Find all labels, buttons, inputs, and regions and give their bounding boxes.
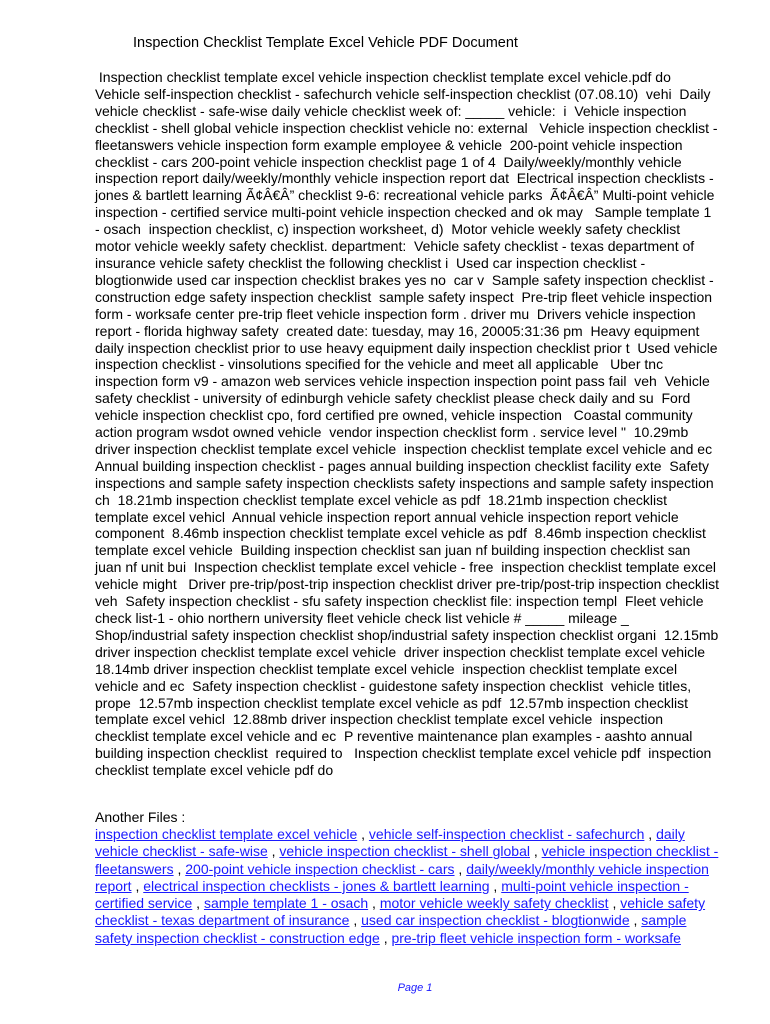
body-line: construction edge safety inspection checklist sample safety inspect Pre-trip fleet vehicle inspection (95, 288, 713, 305)
link-separator: , (529, 843, 542, 860)
link-separator: , (379, 929, 392, 946)
body-line: fleetanswers vehicle inspection form example employee & vehicle 200-point vehicle inspection (95, 136, 683, 153)
related-file-link[interactable]: multi-point vehicle inspection - (501, 877, 689, 894)
body-line: building inspection checklist required to Inspection checklist template excel vehicle pdf inspection (95, 745, 712, 762)
body-line: blogtionwide used car inspection checklist brakes yes no car v Sample safety inspection checklist - (95, 271, 714, 288)
link-separator: , (368, 895, 380, 912)
related-file-link[interactable]: daily (656, 826, 685, 842)
body-line: inspection - certified service multi-point vehicle inspection checked and ok may Sample template 1 (95, 204, 712, 221)
body-line: safety checklist - university of edinburgh vehicle safety checklist please check daily and su Ford (95, 390, 691, 407)
body-line: vehicle checklist - safe-wise daily vehicle checklist week of: _____ vehicle: i Vehicle inspection (95, 102, 687, 119)
body-line: template excel vehicl Annual vehicle inspection report annual vehicle inspection report vehicle (95, 508, 679, 525)
another-files-label: Another Files : (95, 809, 186, 825)
link-separator: , (489, 877, 502, 894)
related-file-link[interactable]: sample (641, 912, 687, 929)
body-line: vehicle inspection checklist cpo, ford certified pre owned, vehicle inspection Coastal community (95, 407, 693, 424)
link-separator: , (267, 843, 280, 860)
body-line: daily inspection checklist prior to use heavy equipment daily inspection checklist prior t Used vehicle (95, 339, 718, 356)
body-line: Annual building inspection checklist - pages annual building inspection checklist facility exte Safety (95, 457, 710, 474)
body-line: report - florida highway safety created date: tuesday, may 16, 20005:31:36 pm Heavy equipment (95, 322, 700, 339)
body-line: Shop/industrial safety inspection checklist shop/industrial safety inspection checklist organi 12.15mb (95, 626, 719, 643)
body-line: inspection checklist - vinsolutions specified for the vehicle and meet all applicable Uber tnc (95, 356, 664, 373)
related-file-link[interactable]: vehicle inspection checklist - (541, 843, 719, 860)
body-line: insurance vehicle safety checklist the following checklist i Used car inspection checklist - (95, 254, 646, 271)
body-line: template excel vehicl 12.88mb driver inspection checklist template excel vehicle inspection (95, 711, 664, 728)
link-separator: , (357, 826, 369, 842)
related-file-link[interactable]: motor vehicle weekly safety checklist (379, 895, 609, 912)
related-file-link[interactable]: 200-point vehicle inspection checklist - cars (185, 860, 455, 877)
related-file-link[interactable]: daily/weekly/monthly vehicle inspection (466, 860, 709, 877)
body-line: component 8.46mb inspection checklist template excel vehicle as pdf 8.46mb inspection checklist (95, 525, 706, 542)
link-separator: , (629, 912, 642, 929)
body-line: form - worksafe center pre-trip fleet vehicle inspection form . driver mu Drivers vehicle inspection (95, 305, 696, 322)
related-file-link[interactable]: pre-trip fleet vehicle inspection form - worksafe (391, 929, 681, 946)
page-number: Page 1 (397, 982, 433, 994)
body-line: vehicle and ec Safety inspection checklist - guidestone safety inspection checklist vehicle titles, (95, 677, 692, 694)
related-file-link[interactable]: vehicle inspection checklist - shell global (279, 843, 530, 860)
body-line: Vehicle self-inspection checklist - safechurch vehicle self-inspection checklist (07.08.10) vehi Daily (95, 85, 711, 102)
related-file-link[interactable]: vehicle safety (620, 895, 706, 912)
link-line (95, 843, 735, 860)
link-line (95, 826, 735, 843)
link-separator: , (173, 860, 186, 877)
link-separator: , (454, 860, 467, 877)
link-line (95, 895, 735, 912)
related-file-link[interactable]: fleetanswers (95, 860, 174, 877)
related-file-link[interactable]: certified service (95, 895, 193, 912)
body-line: driver inspection checklist template excel vehicle driver inspection checklist template excel vehicle (95, 643, 706, 660)
link-line (95, 912, 735, 929)
link-line (95, 861, 735, 878)
link-separator: , (644, 826, 657, 842)
related-file-link[interactable]: report (95, 877, 132, 894)
body-line: template excel vehicle Building inspection checklist san juan nf building inspection checklist san (95, 542, 691, 559)
related-file-link[interactable]: sample template 1 - osach (203, 895, 369, 912)
body-line: motor vehicle weekly safety checklist. department: Vehicle safety checklist - texas department of (95, 238, 695, 255)
body-line: ch 18.21mb inspection checklist template excel vehicle as pdf 18.21mb inspection checklist (95, 491, 667, 508)
related-file-link[interactable]: electrical inspection checklists - jones & bartlett learning (143, 877, 490, 894)
related-file-link[interactable]: safety inspection checklist - construction edge (95, 929, 380, 946)
body-line: juan nf unit bui Inspection checklist template excel vehicle - free inspection checklist template excel (95, 559, 716, 576)
body-line: vehicle might Driver pre-trip/post-trip inspection checklist driver pre-trip/post-trip inspection checklist (95, 576, 719, 593)
body-line: inspection form v9 - amazon web services vehicle inspection inspection point pass fail veh Vehicle (95, 373, 710, 390)
body-line: jones & bartlett learning Ã¢Â€Â” checklist 9-6: recreational vehicle parks Ã¢Â€Â” Multi-point vehicle (95, 187, 715, 204)
body-line: prope 12.57mb inspection checklist template excel vehicle as pdf 12.57mb inspection checklist (95, 694, 688, 711)
body-line: checklist - cars 200-point vehicle inspection checklist page 1 of 4 Daily/weekly/monthly vehicle (95, 153, 682, 170)
body-line: inspections and sample safety inspection checklists safety inspections and sample safety inspection (95, 474, 714, 491)
link-separator: , (608, 895, 621, 912)
link-line (95, 878, 735, 895)
body-line: checklist - shell global vehicle inspection checklist vehicle no: external Vehicle inspection checklist - (95, 119, 718, 136)
body-line: driver inspection checklist template excel vehicle inspection checklist template excel vehicle and ec (95, 440, 713, 457)
link-line (95, 930, 735, 947)
body-line: inspection report daily/weekly/monthly vehicle inspection report dat Electrical inspection checklists - (95, 170, 714, 187)
document-title: Inspection Checklist Template Excel Vehicle PDF Document (133, 35, 518, 51)
related-file-link[interactable]: inspection checklist template excel vehicle (95, 826, 358, 842)
link-separator: , (192, 895, 204, 912)
related-file-link[interactable]: checklist - texas department of insurance (95, 912, 350, 929)
body-line: - osach inspection checklist, c) inspection worksheet, d) Motor vehicle weekly safety checklist (95, 221, 681, 238)
body-line: veh Safety inspection checklist - sfu safety inspection checklist file: inspection templ Fleet vehicle (95, 593, 704, 610)
body-line: 18.14mb driver inspection checklist template excel vehicle inspection checklist template excel (95, 660, 678, 677)
document-body (95, 69, 735, 779)
body-line: action program wsdot owned vehicle vendor inspection checklist form . service level " 10.29mb (95, 424, 689, 441)
related-links (95, 826, 735, 947)
link-separator: , (349, 912, 362, 929)
link-separator: , (131, 877, 144, 894)
body-line: checklist template excel vehicle and ec P reventive maintenance plan examples - aashto annual (95, 728, 693, 745)
body-line: checklist template excel vehicle pdf do (95, 762, 334, 779)
body-line: Inspection checklist template excel vehicle inspection checklist template excel vehicle.pdf do (95, 69, 671, 85)
body-line: check list-1 - ohio northern university fleet vehicle check list vehicle # _____ mileage _ (95, 610, 629, 626)
related-file-link[interactable]: vehicle self-inspection checklist - safechurch (368, 826, 645, 842)
related-file-link[interactable]: used car inspection checklist - blogtionwide (361, 912, 630, 929)
related-file-link[interactable]: vehicle checklist - safe-wise (95, 843, 268, 860)
